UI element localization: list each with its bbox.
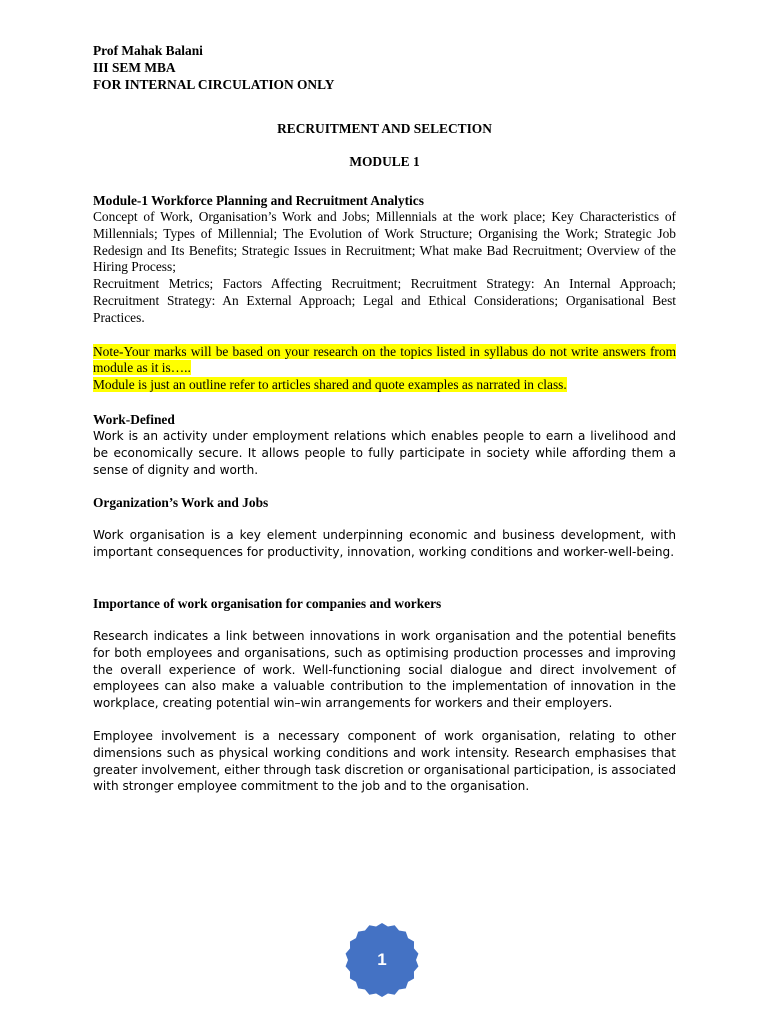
page-number-badge [344,922,420,998]
importance-heading: Importance of work organisation for companies and workers [93,595,442,611]
note-line1: Note-Your marks will be based on your research on the topics listed in syllabus do not write answers from module as it is….. [93,343,676,376]
course-title: RECRUITMENT AND SELECTION [277,121,492,136]
note-paragraph [93,344,676,394]
semester-line: III SEM MBA [93,60,176,75]
importance-body1: Research indicates a link between innovations in work organisation and the potential benefits for both employees and organisations, such as optimising production processes and improving the overall experience of work. Well-functioning social dialogue and direct involvement of employees can also make a valuable contribution to the implementation of innovation in the workplace, creating potential win–win arrangements for workers and their employers. [93,628,676,711]
module-title: MODULE 1 [349,154,420,169]
page-number: 1 [377,950,387,969]
module-topics-para2: Recruitment Metrics; Factors Affecting Recruitment; Recruitment Strategy: An Internal Approach; Recruitment Strategy: An External Approach; Legal and Ethical Considerations; Organisational Best Practices. [93,276,676,325]
note-line2: Module is just an outline refer to articles shared and quote examples as narrated in class. [93,377,567,393]
document-page [93,42,676,795]
author-line: Prof Mahak Balani [93,43,203,58]
module-heading: Module-1 Workforce Planning and Recruitment Analytics [93,193,424,208]
importance-body2: Employee involvement is a necessary component of work organisation, relating to other dimensions such as physical working conditions and work intensity. Research emphasises that greater involvement, either through task discretion or organisational participation, is associated with stronger employee commitment to the job and to the organisation. [93,728,676,794]
circulation-line: FOR INTERNAL CIRCULATION ONLY [93,77,335,92]
org-work-body: Work organisation is a key element underpinning economic and business development, with important consequences for productivity, innovation, working conditions and worker-well-being. [93,528,676,560]
work-defined-heading: Work-Defined [93,411,175,427]
module-topics-para1: Concept of Work, Organisation’s Work and Jobs; Millennials at the work place; Key Characteristics of Millennials; Types of Millennial; The Evolution of Work Structure; Organising the Work; Strategic Job Redesign and Its Benefits; Strategic Issues in Recruitment; What make Bad Recruitment; Overview of the Hiring Process; [93,209,676,275]
org-work-heading: Organization’s Work and Jobs [93,495,269,511]
work-defined-body: Work is an activity under employment relations which enables people to earn a livelihood and be economically secure. It allows people to fully participate in society while affording them a sense of dignity and worth. [93,428,676,477]
